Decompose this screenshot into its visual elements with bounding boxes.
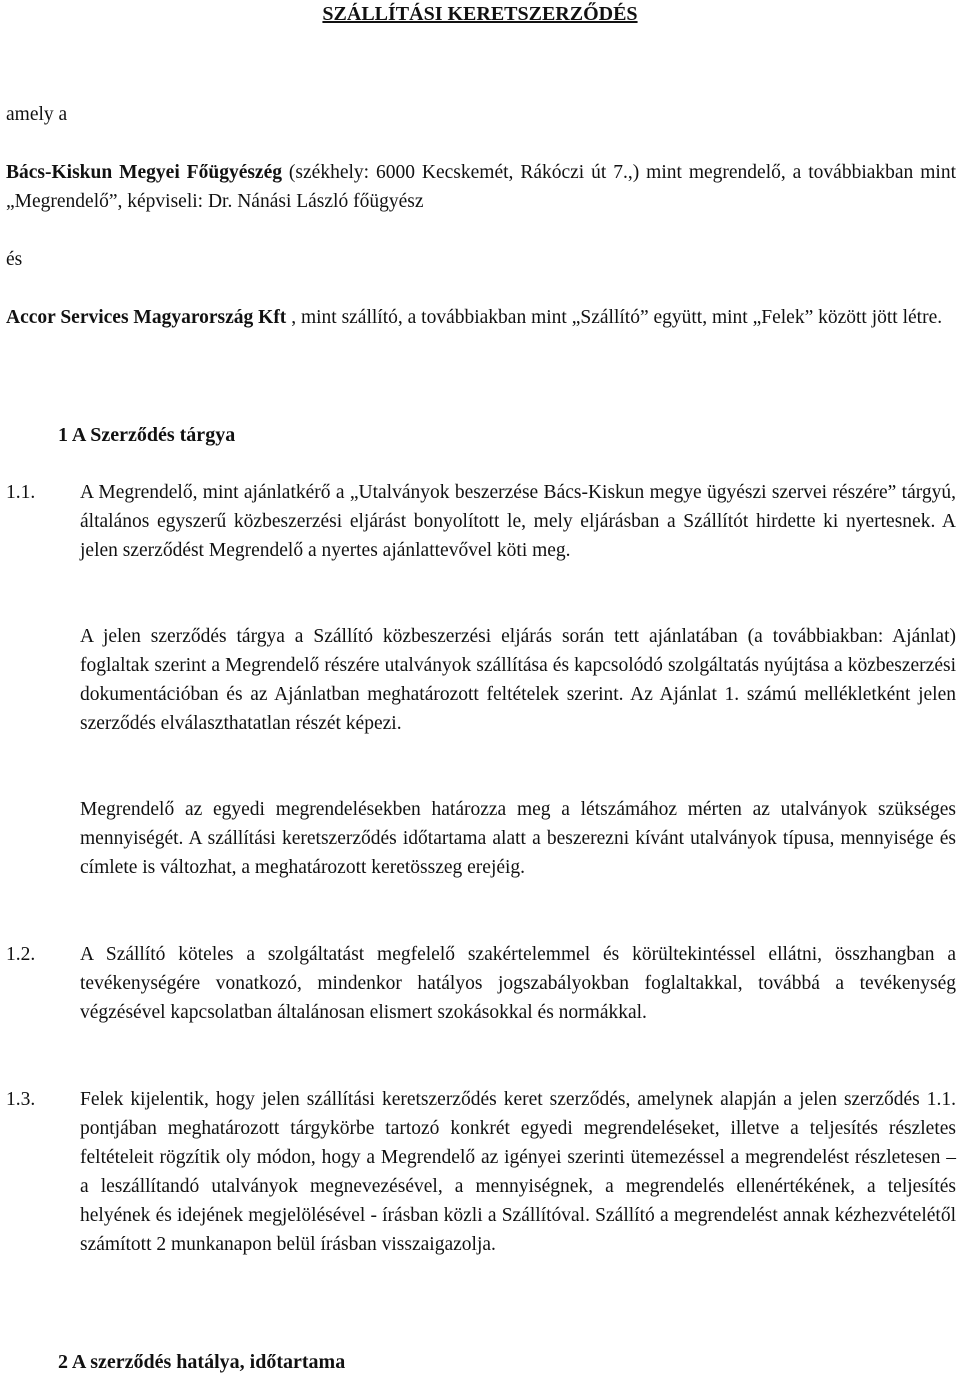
section2-heading: 2 A szerződés hatálya, időtartama: [58, 1351, 346, 1373]
item-1-1-number: 1.1.: [6, 482, 36, 503]
item-1-3-paragraph: Felek kijelentik, hogy jelen szállítási keretszerződés keret szerződés, amelynek alapján a jelen szerződés 1.1. pontjában meghatározott tárgykörbe tartozó konkrét egyedi megrendeléseket, illetve a teljesítés részletes feltételeit rögzítik oly módon, hogy a Megrendelő az igényei szerinti ütemezéssel a megrendelést részletesen – a leszállítandó utalványok megnevezésével, a mennyiségnek, a megrendelés ellenértékének, a teljesítés helyének és idejének megjelölésével - írásban közli a Szállítóval. Szállító a megrendelést annak kézhezvételétől számított 2 munkanapon belül írásban visszaigazolja.: [80, 1089, 956, 1255]
item-1-3-number: 1.3.: [6, 1089, 36, 1110]
item-1-2-paragraph: A Szállító köteles a szolgáltatást megfelelő szakértelemmel és körültekintéssel ellátni, összhangban a tevékenységére vonatkozó, mindenkor hatályos jogszabályokban foglaltakkal, továbbá a tevékenység végzésével kapcsolatban általánosan elismert szokásokkal és normákkal.: [80, 944, 956, 1023]
party1-text: (székhely: 6000 Kecskemét, Rákóczi út 7.,) mint megrendelő, a továbbiakban mint „Megrendelő”, képviseli: Dr. Nánási László főügyész: [6, 162, 956, 212]
party1-paragraph: [6, 158, 956, 216]
party1-name: Bács-Kiskun Megyei Főügyészég: [6, 162, 282, 183]
conjunction-text: és: [6, 249, 23, 270]
party2-name: Accor Services Magyarország Kft: [6, 307, 287, 328]
section1-heading: 1 A Szerződés tárgya: [58, 424, 236, 446]
party2-paragraph: [6, 303, 956, 332]
intro-text: amely a: [6, 104, 68, 125]
item-1-1-paragraph-3: Megrendelő az egyedi megrendelésekben határozza meg a létszámához mérten az utalványok szükséges mennyiségét. A szállítási keretszerződés időtartama alatt a beszerezni kívánt utalványok típusa, mennyisége és címlete is változhat, a meghatározott keretösszeg erejéig.: [80, 799, 956, 878]
party2-text: , mint szállító, a továbbiakban mint „Szállító” együtt, mint „Felek” között jött létre.: [286, 307, 943, 328]
item-1-1-paragraph-1: A Megrendelő, mint ajánlatkérő a „Utalványok beszerzése Bács-Kiskun megye ügyészi szervei részére” tárgyú, általános egyszerű közbeszerzési eljárást bonyolított le, mely eljárásban a Szállítót hirdette ki nyertesnek. A jelen szerződést Megrendelő a nyertes ajánlattevővel köti meg.: [80, 482, 956, 561]
item-1-2-number: 1.2.: [6, 944, 36, 965]
document-title: SZÁLLÍTÁSI KERETSZERZŐDÉS: [322, 3, 638, 25]
item-1-1-paragraph-2: A jelen szerződés tárgya a Szállító közbeszerzési eljárás során tett ajánlatában (a továbbiakban: Ajánlat) foglaltak szerint a Megrendelő részére utalványok szállítása és kapcsolódó szolgáltatás nyújtása a közbeszerzési dokumentációban és az Ajánlatban meghatározott feltételek szerint. Az Ajánlat 1. számú mellékletként jelen szerződés elválaszthatatlan részét képezi.: [80, 626, 956, 734]
